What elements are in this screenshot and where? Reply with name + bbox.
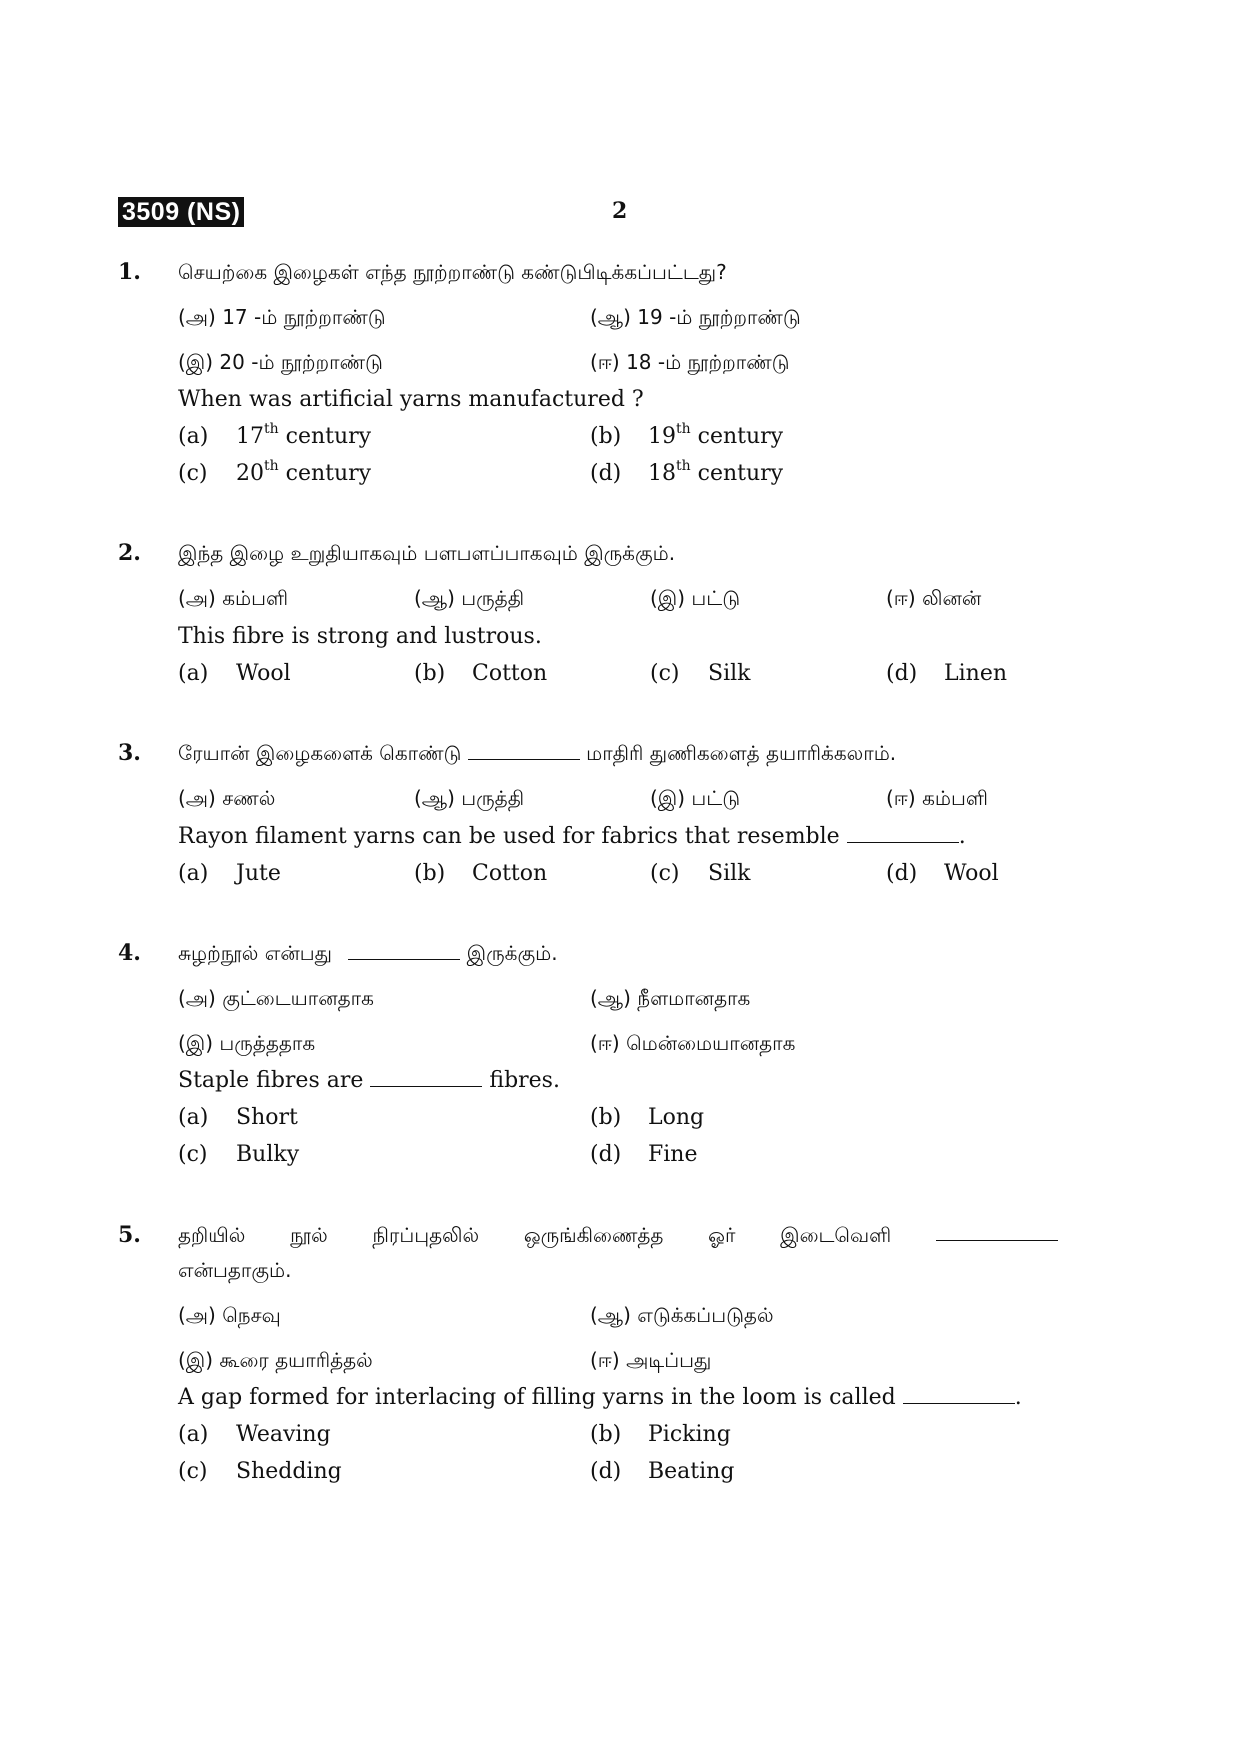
- q5-ta-option-c-text: கூரை தயாரித்தல்: [219, 1348, 373, 1372]
- question-3-number: 3.: [118, 740, 141, 766]
- q5-ta-word-5: ஓர்: [708, 1223, 736, 1247]
- q4-en-option-c-text: Bulky: [236, 1142, 300, 1167]
- q3-ta-option-c-text: பட்டு: [691, 786, 741, 810]
- question-4-tamil: [178, 938, 558, 968]
- question-5-tamil-line-1: [178, 1220, 1058, 1250]
- q2-ta-option-b: [414, 583, 524, 613]
- q4-ta-option-a: [178, 983, 374, 1013]
- q5-en-blank: [903, 1385, 1015, 1404]
- q5-ta-option-b-label: (ஆ): [590, 1303, 631, 1327]
- q4-en-blank: [370, 1068, 482, 1087]
- q3-en-text-after-blank: .: [958, 824, 966, 849]
- q4-en-option-a-text: Short: [236, 1105, 298, 1130]
- q3-ta-option-b: [414, 783, 524, 813]
- q2-ta-option-b-text: பருத்தி: [461, 586, 525, 610]
- q4-en-option-a-label: (a): [178, 1105, 209, 1130]
- q1-en-option-c-num: 20: [236, 461, 264, 486]
- q4-ta-option-d: [590, 1028, 795, 1058]
- q3-ta-option-c-label: (இ): [650, 786, 686, 810]
- q5-ta-option-b-text: எடுக்கப்படுதல்: [637, 1303, 774, 1327]
- question-5-number: 5.: [118, 1222, 141, 1248]
- question-4-number: 4.: [118, 940, 141, 966]
- q1-ta-option-a-text: 17 -ம் நூற்றாண்டு: [222, 305, 386, 329]
- q1-en-option-b-label: (b): [590, 424, 622, 449]
- q3-ta-text-before-blank: ரேயான் இழைகளைக் கொண்டு: [178, 741, 462, 765]
- q2-ta-option-a-text: கம்பளி: [222, 586, 289, 610]
- q1-ta-option-d-text: 18 -ம் நூற்றாண்டு: [626, 350, 790, 374]
- q4-ta-option-a-label: (அ): [178, 986, 216, 1010]
- q4-ta-text-before-blank: சுழற்நூல் என்பது: [178, 941, 332, 965]
- q1-ta-option-a-label: (அ): [178, 305, 216, 329]
- q3-ta-option-b-label: (ஆ): [414, 786, 455, 810]
- q2-en-option-a-text: Wool: [236, 661, 291, 686]
- q4-en-option-b-label: (b): [590, 1105, 622, 1130]
- q2-ta-option-c-text: பட்டு: [691, 586, 741, 610]
- q3-ta-option-c: [650, 783, 740, 813]
- question-1-number: 1.: [118, 259, 141, 285]
- q3-ta-blank: [468, 741, 580, 760]
- q5-ta-option-a-label: (அ): [178, 1303, 216, 1327]
- q4-ta-option-c-text: பருத்ததாக: [219, 1031, 316, 1055]
- q5-ta-option-a: [178, 1300, 281, 1330]
- q5-en-option-c-label: (c): [178, 1459, 208, 1484]
- q2-en-option-d-label: (d): [886, 661, 918, 686]
- q1-en-option-c: [178, 459, 371, 489]
- q2-en-option-c-label: (c): [650, 661, 680, 686]
- q1-en-option-b-text: century: [690, 424, 784, 449]
- q5-ta-option-b: [590, 1300, 774, 1330]
- q3-en-option-a: [178, 859, 281, 889]
- q2-en-option-c: [650, 659, 750, 689]
- q5-ta-blank: [936, 1220, 1058, 1241]
- question-1-english: When was artificial yarns manufactured ?: [178, 387, 644, 412]
- q3-en-blank: [847, 824, 959, 843]
- q4-en-option-b: [590, 1103, 704, 1133]
- q4-en-option-d: [590, 1140, 698, 1170]
- q2-en-option-a: [178, 659, 291, 689]
- q2-ta-option-a-label: (அ): [178, 586, 216, 610]
- q4-ta-text-after-blank: இருக்கும்.: [466, 941, 558, 965]
- q2-en-option-d: [886, 659, 1007, 689]
- q1-ta-option-d: [590, 347, 790, 377]
- q2-ta-option-b-label: (ஆ): [414, 586, 455, 610]
- q3-en-option-d-text: Wool: [944, 861, 999, 886]
- q1-en-option-c-sup: th: [264, 457, 279, 474]
- question-3-english: [178, 822, 966, 852]
- q5-ta-option-c: [178, 1345, 373, 1375]
- paper-code-badge: 3509 (NS): [118, 197, 244, 227]
- q3-en-option-c-text: Silk: [708, 861, 751, 886]
- question-5-tamil-line-2: என்பதாகும்.: [178, 1258, 292, 1282]
- q3-en-text-before-blank: Rayon filament yarns can be used for fabrics that resemble: [178, 824, 840, 849]
- q5-en-option-b: [590, 1420, 731, 1450]
- q2-en-option-b-text: Cotton: [472, 661, 548, 686]
- q2-en-option-d-text: Linen: [944, 661, 1008, 686]
- q3-en-option-c: [650, 859, 750, 889]
- q4-en-option-c: [178, 1140, 299, 1170]
- q1-ta-option-d-label: (ஈ): [590, 350, 620, 374]
- q3-ta-option-a-label: (அ): [178, 786, 216, 810]
- q1-ta-option-c: [178, 347, 383, 377]
- q5-ta-word-3: நிரப்புதலில்: [372, 1223, 480, 1247]
- q2-ta-option-d-label: (ஈ): [886, 586, 916, 610]
- q5-en-option-c: [178, 1457, 342, 1487]
- q3-ta-option-a: [178, 783, 275, 813]
- q1-en-option-a-num: 17: [236, 424, 264, 449]
- q1-en-option-c-label: (c): [178, 461, 208, 486]
- question-5-english: [178, 1383, 1022, 1413]
- q1-ta-option-a: [178, 302, 386, 332]
- q1-ta-option-b-text: 19 -ம் நூற்றாண்டு: [637, 305, 801, 329]
- q4-en-option-a: [178, 1103, 298, 1133]
- q4-en-option-d-label: (d): [590, 1142, 622, 1167]
- q5-en-option-a-label: (a): [178, 1422, 209, 1447]
- q5-ta-word-1: தறியில்: [178, 1223, 246, 1247]
- q3-ta-option-d-text: கம்பளி: [922, 786, 988, 810]
- q5-ta-option-d-text: அடிப்பது: [626, 1348, 712, 1372]
- q5-en-option-b-text: Picking: [648, 1422, 731, 1447]
- q1-en-option-b-num: 19: [648, 424, 676, 449]
- q4-ta-blank: [348, 941, 460, 960]
- q3-ta-option-b-text: பருத்தி: [461, 786, 525, 810]
- q2-ta-option-d: [886, 583, 981, 613]
- q2-ta-option-c-label: (இ): [650, 586, 686, 610]
- q3-en-option-d-label: (d): [886, 861, 918, 886]
- q1-en-option-d: [590, 459, 783, 489]
- q3-ta-option-d: [886, 783, 988, 813]
- q5-en-option-d-text: Beating: [648, 1459, 735, 1484]
- q1-ta-option-c-text: 20 -ம் நூற்றாண்டு: [219, 350, 383, 374]
- q4-en-option-c-label: (c): [178, 1142, 208, 1167]
- q3-ta-option-a-text: சணல்: [222, 786, 276, 810]
- question-1-tamil: செயற்கை இழைகள் எந்த நூற்றாண்டு கண்டுபிடிக்கப்பட்டது?: [178, 260, 727, 284]
- q3-en-option-b: [414, 859, 547, 889]
- q1-en-option-b-sup: th: [676, 420, 691, 437]
- q5-ta-option-a-text: நெசவு: [222, 1303, 281, 1327]
- q1-ta-option-c-label: (இ): [178, 350, 214, 374]
- q4-ta-option-b: [590, 983, 750, 1013]
- q5-ta-word-2: நூல்: [290, 1223, 328, 1247]
- q4-ta-option-b-text: நீளமானதாக: [637, 986, 751, 1010]
- q2-en-option-b: [414, 659, 547, 689]
- q4-ta-option-d-text: மென்மையானதாக: [626, 1031, 796, 1055]
- q1-en-option-d-label: (d): [590, 461, 622, 486]
- q3-ta-text-after-blank: மாதிரி துணிகளைத் தயாரிக்கலாம்.: [586, 741, 897, 765]
- q3-en-option-c-label: (c): [650, 861, 680, 886]
- q4-ta-option-d-label: (ஈ): [590, 1031, 620, 1055]
- q2-ta-option-a: [178, 583, 288, 613]
- q1-ta-option-b: [590, 302, 801, 332]
- q2-en-option-b-label: (b): [414, 661, 446, 686]
- q1-en-option-d-num: 18: [648, 461, 676, 486]
- q4-ta-option-b-label: (ஆ): [590, 986, 631, 1010]
- q4-ta-option-c: [178, 1028, 315, 1058]
- q1-en-option-d-text: century: [690, 461, 784, 486]
- q5-en-option-d: [590, 1457, 734, 1487]
- q4-en-option-b-text: Long: [648, 1105, 705, 1130]
- question-2-number: 2.: [118, 540, 141, 566]
- q4-en-text-before-blank: Staple fibres are: [178, 1068, 364, 1093]
- q1-en-option-c-text: century: [278, 461, 372, 486]
- q3-en-option-d: [886, 859, 999, 889]
- q5-en-option-c-text: Shedding: [236, 1459, 342, 1484]
- q1-ta-option-b-label: (ஆ): [590, 305, 631, 329]
- q1-en-option-a-sup: th: [264, 420, 279, 437]
- q1-en-option-a-text: century: [278, 424, 372, 449]
- question-4-english: [178, 1066, 560, 1096]
- q4-ta-option-c-label: (இ): [178, 1031, 214, 1055]
- q1-en-option-a-label: (a): [178, 424, 209, 449]
- q5-ta-word-6: இடைவெளி: [780, 1223, 892, 1247]
- q5-en-option-a-text: Weaving: [236, 1422, 331, 1447]
- q1-en-option-d-sup: th: [676, 457, 691, 474]
- q5-en-option-d-label: (d): [590, 1459, 622, 1484]
- q5-en-option-a: [178, 1420, 331, 1450]
- q4-ta-option-a-text: குட்டையானதாக: [222, 986, 374, 1010]
- question-2-english: This fibre is strong and lustrous.: [178, 624, 542, 649]
- question-2-tamil: இந்த இழை உறுதியாகவும் பளபளப்பாகவும் இருக்கும்.: [178, 541, 676, 565]
- q4-en-option-d-text: Fine: [648, 1142, 698, 1167]
- q2-en-option-a-label: (a): [178, 661, 209, 686]
- q5-ta-option-d-label: (ஈ): [590, 1348, 620, 1372]
- q5-en-text-before-blank: A gap formed for interlacing of filling yarns in the loom is called: [178, 1385, 896, 1410]
- q2-ta-option-d-text: லினன்: [922, 586, 982, 610]
- page-number: 2: [612, 198, 628, 224]
- q5-ta-option-c-label: (இ): [178, 1348, 214, 1372]
- q1-en-option-a: [178, 422, 371, 452]
- q3-ta-option-d-label: (ஈ): [886, 786, 916, 810]
- question-3-tamil: [178, 738, 896, 768]
- q4-en-text-after-blank: fibres.: [489, 1068, 560, 1093]
- q5-en-text-after-blank: .: [1014, 1385, 1022, 1410]
- q2-ta-option-c: [650, 583, 740, 613]
- q2-en-option-c-text: Silk: [708, 661, 751, 686]
- q5-en-option-b-label: (b): [590, 1422, 622, 1447]
- q5-ta-word-4: ஒருங்கிணைத்த: [523, 1223, 664, 1247]
- q1-en-option-b: [590, 422, 783, 452]
- q3-en-option-a-text: Jute: [236, 861, 281, 886]
- q3-en-option-b-text: Cotton: [472, 861, 548, 886]
- q5-ta-option-d: [590, 1345, 711, 1375]
- q3-en-option-b-label: (b): [414, 861, 446, 886]
- q3-en-option-a-label: (a): [178, 861, 209, 886]
